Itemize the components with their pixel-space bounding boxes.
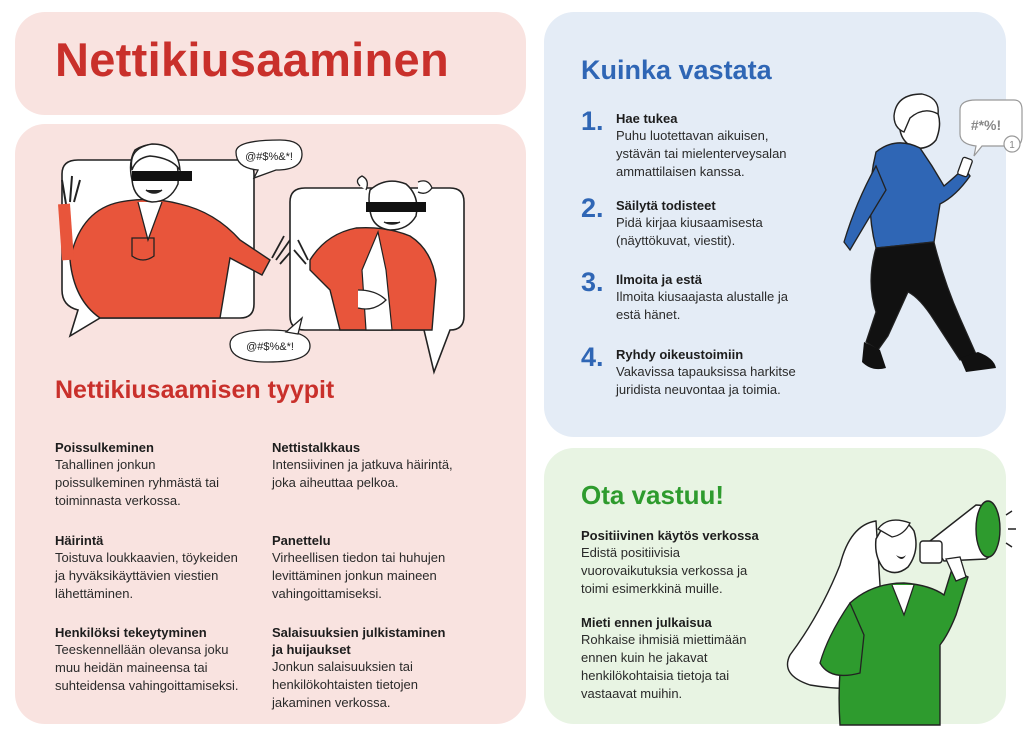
step-text-line: ystävän tai mielenterveysalan: [616, 146, 787, 161]
type-heading: Panettelu: [272, 533, 331, 548]
type-text-line: vahingoittamiseksi.: [272, 586, 382, 601]
responsibility-item-think: [581, 614, 781, 703]
step-text-line: Pidä kirjaa kiusaamisesta: [616, 215, 763, 230]
type-item-exclusion: [55, 439, 255, 510]
responsibility-item-positive: [581, 527, 781, 598]
type-text-line: joka aiheuttaa pelkoa.: [272, 475, 399, 490]
type-heading: Häirintä: [55, 533, 104, 548]
type-item-cyberstalking: [272, 439, 492, 492]
respond-title: Kuinka vastata: [581, 55, 772, 85]
type-text-line: Toistuva loukkaavien, töykeiden: [55, 550, 238, 565]
step-number: 1.: [581, 106, 604, 136]
type-text-line: jakaminen verkossa.: [272, 695, 391, 710]
type-heading: Poissulkeminen: [55, 440, 154, 455]
responsibility-text-line: vastaavat muihin.: [581, 686, 683, 701]
type-text-line: suhteidensa vahingoittamiseksi.: [55, 678, 239, 693]
walking-person-illustration: [836, 92, 1020, 392]
cyberbullying-illustration: [40, 140, 480, 380]
step-text-line: Puhu luotettavan aikuisen,: [616, 128, 769, 143]
step-text-line: ammattilaisen kanssa.: [616, 164, 745, 179]
step-heading: Ryhdy oikeustoimiin: [616, 347, 744, 362]
step-text-line: estä hänet.: [616, 307, 681, 322]
responsibility-text-line: vuorovaikutuksia verkossa ja: [581, 563, 748, 578]
responsibility-text-line: Rohkaise ihmisiä miettimään: [581, 632, 747, 647]
responsibility-text-line: toimi esimerkkinä muille.: [581, 581, 723, 596]
megaphone-woman-illustration: [780, 485, 1010, 725]
type-text-line: Tahallinen jonkun: [55, 457, 156, 472]
type-text-line: toiminnasta verkossa.: [55, 493, 181, 508]
type-item-outing: [272, 624, 492, 712]
page-title: Nettikiusaaminen: [55, 33, 449, 86]
step-heading: Ilmoita ja estä: [616, 272, 702, 287]
step-number: 3.: [581, 267, 604, 297]
responsibility-heading: Positiivinen käytös verkossa: [581, 528, 759, 543]
type-heading: ja huijaukset: [272, 642, 351, 657]
type-heading: Henkilöksi tekeytyminen: [55, 625, 207, 640]
step-number: 4.: [581, 342, 604, 372]
types-title: Nettikiusaamisen tyypit: [55, 376, 335, 404]
type-text-line: henkilökohtaisten tietojen: [272, 677, 418, 692]
responsibility-text-line: Edistä positiivisia: [581, 545, 680, 560]
bubble-top-text: @#$%&*!: [245, 151, 293, 163]
type-heading: Salaisuuksien julkistaminen: [272, 625, 446, 640]
type-text-line: poissulkeminen ryhmästä tai: [55, 475, 220, 490]
bubble-bottom-text: @#$%&*!: [246, 341, 294, 353]
type-text-line: Teeskennellään olevansa joku: [55, 642, 229, 657]
responsibility-text-line: henkilökohtaisia tietoja tai: [581, 668, 730, 683]
type-text-line: ja hyväksikäyttävien viestien: [55, 568, 219, 583]
type-text-line: Virheellisen tiedon tai huhujen: [272, 550, 446, 565]
responsibility-heading: Mieti ennen julkaisua: [581, 615, 712, 630]
responsibility-title: Ota vastuu!: [581, 480, 725, 510]
step-number: 2.: [581, 193, 604, 223]
step-heading: Hae tukea: [616, 111, 678, 126]
type-text-line: Jonkun salaisuuksien tai: [272, 659, 413, 674]
phone-badge-text: 1: [1009, 140, 1015, 151]
type-item-impersonation: [55, 624, 265, 695]
type-heading: Nettistalkkaus: [272, 440, 361, 455]
type-text-line: lähettäminen.: [55, 586, 134, 601]
step-text-line: juridista neuvontaa ja toimia.: [616, 382, 781, 397]
type-item-harassment: [55, 532, 265, 603]
step-text-line: (näyttökuvat, viestit).: [616, 233, 736, 248]
phone-bubble-text: #*%!: [970, 117, 1002, 133]
responsibility-text-line: ennen kuin he jakavat: [581, 650, 708, 665]
step-text-line: Ilmoita kiusaajasta alustalle ja: [616, 289, 788, 304]
step-heading: Säilytä todisteet: [616, 198, 716, 213]
step-text-line: Vakavissa tapauksissa harkitse: [616, 364, 796, 379]
type-item-defamation: [272, 532, 492, 603]
type-text-line: muu heidän maineensa tai: [55, 660, 208, 675]
type-text-line: levittäminen jonkun maineen: [272, 568, 437, 583]
type-text-line: Intensiivinen ja jatkuva häirintä,: [272, 457, 453, 472]
